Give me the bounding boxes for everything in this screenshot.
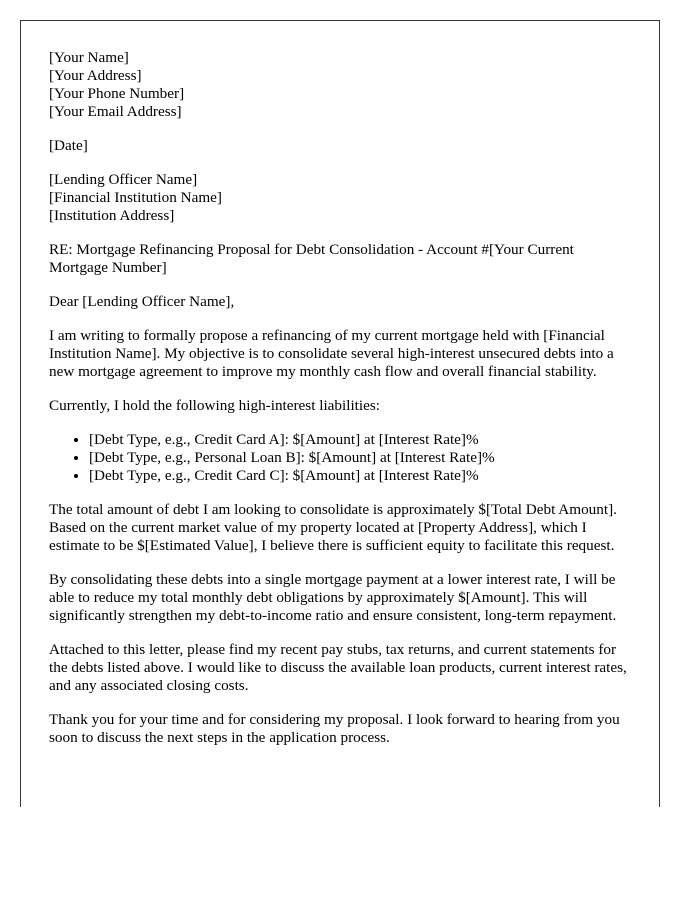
intro-paragraph: I am writing to formally propose a refinancing of my current mortgage held with [Financial Institution Name]. My objective is to consolidate several high-interest unsecured debts into a new mortgage agreement to improve my monthly cash flow and overall financial stability. <box>49 327 614 380</box>
subject-line: RE: Mortgage Refinancing Proposal for Debt Consolidation - Account #[Your Current Mortgage Number] <box>49 241 574 276</box>
salutation: Dear [Lending Officer Name], <box>49 293 235 310</box>
list-item: • [Debt Type, e.g., Personal Loan B]: $[Amount] at [Interest Rate]% <box>89 449 631 467</box>
attachments-paragraph: Attached to this letter, please find my recent pay stubs, tax returns, and current statements for the debts listed above. I would like to discuss the available loan products, current interest rates, and any associated closing costs. <box>49 641 627 694</box>
recipient-institution: [Financial Institution Name] <box>49 189 222 206</box>
recipient-address: [Institution Address] <box>49 207 175 224</box>
list-item: • [Debt Type, e.g., Credit Card C]: $[Amount] at [Interest Rate]% <box>89 467 631 485</box>
date-block <box>49 137 631 155</box>
letter-page <box>20 20 660 807</box>
sender-email: [Your Email Address] <box>49 103 182 120</box>
recipient-officer: [Lending Officer Name] <box>49 171 198 188</box>
liabilities-intro: Currently, I hold the following high-interest liabilities: <box>49 397 380 414</box>
sender-address: [Your Address] <box>49 67 142 84</box>
total-paragraph: The total amount of debt I am looking to consolidate is approximately $[Total Debt Amount]. Based on the current market value of my property located at [Property Address], which I estimate to be $[Estimated Value], I believe there is sufficient equity to facilitate this request. <box>49 501 617 554</box>
benefit-paragraph: By consolidating these debts into a single mortgage payment at a lower interest rate, I will be able to reduce my total monthly debt obligations by approximately $[Amount]. This will significantly strengthen my debt-to-income ratio and ensure consistent, long-term repayment. <box>49 571 617 624</box>
list-item: • [Debt Type, e.g., Credit Card A]: $[Amount] at [Interest Rate]% <box>89 431 631 449</box>
sender-phone: [Your Phone Number] <box>49 85 185 102</box>
debt-list <box>49 431 631 485</box>
sender-name: [Your Name] <box>49 49 129 66</box>
sender-block <box>49 49 631 121</box>
letter-date: [Date] <box>49 137 88 154</box>
closing-paragraph: Thank you for your time and for considering my proposal. I look forward to hearing from you soon to discuss the next steps in the application process. <box>49 711 620 746</box>
recipient-block <box>49 171 631 225</box>
